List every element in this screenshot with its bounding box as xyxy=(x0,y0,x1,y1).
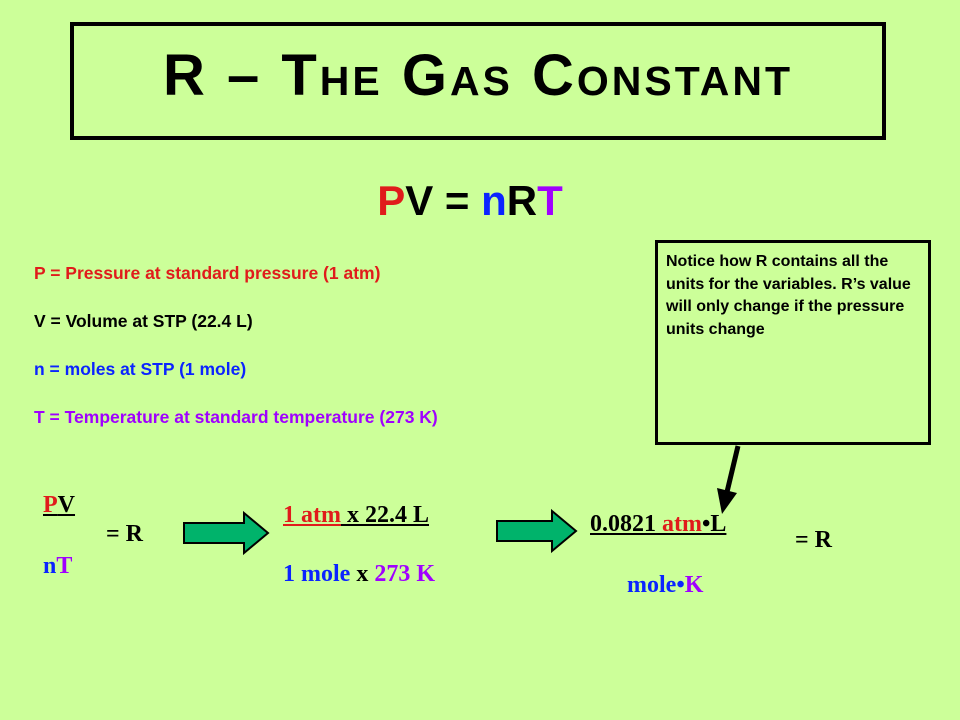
page-title: R – The Gas Constant xyxy=(162,43,794,108)
frac2-atm: 1 atm xyxy=(283,502,341,528)
note-text: Notice how R contains all the units for the variables. R’s value will only change if the pressure units change xyxy=(666,253,911,338)
eq-v: V xyxy=(405,177,434,224)
definition-temperature: T = Temperature at standard temperature (273 K) xyxy=(34,407,438,427)
eq-n: n xyxy=(481,177,507,224)
frac3-mole: mole• xyxy=(627,572,685,598)
frac3-kelvin: K xyxy=(684,572,704,598)
right-arrow-icon xyxy=(184,513,268,553)
equals-r-1: = R xyxy=(106,521,144,547)
frac2-liters: x 22.4 L xyxy=(340,502,429,528)
right-arrow-icon xyxy=(497,511,576,551)
fraction2-denominator xyxy=(283,562,435,586)
frac1-t: T xyxy=(56,553,73,579)
definition-moles: n = moles at STP (1 mole) xyxy=(34,359,247,379)
eq-equals: = xyxy=(433,177,482,224)
eq-p: P xyxy=(377,177,406,224)
frac1-v: V xyxy=(57,492,76,518)
frac2-times: x xyxy=(350,561,375,587)
fraction3-denominator xyxy=(627,573,703,597)
fraction2-numerator xyxy=(283,503,429,527)
definition-volume: V = Volume at STP (22.4 L) xyxy=(34,311,253,331)
frac1-n: n xyxy=(43,553,57,579)
frac2-mole: 1 mole xyxy=(283,561,351,587)
frac3-value: 0.0821 xyxy=(590,511,662,537)
frac3-atm: atm xyxy=(662,511,702,537)
fraction1-denominator xyxy=(43,554,72,578)
eq-r: R xyxy=(506,177,538,224)
fraction1-numerator xyxy=(43,493,75,517)
eq-t: T xyxy=(537,177,563,224)
frac3-liters: •L xyxy=(701,511,727,537)
frac1-p: P xyxy=(43,492,58,518)
definition-pressure: P = Pressure at standard pressure (1 atm) xyxy=(34,263,381,283)
callout-arrow xyxy=(717,446,738,514)
frac2-kelvin: 273 K xyxy=(374,561,435,587)
fraction3-numerator xyxy=(590,512,726,536)
equals-r-2: = R xyxy=(795,527,833,553)
